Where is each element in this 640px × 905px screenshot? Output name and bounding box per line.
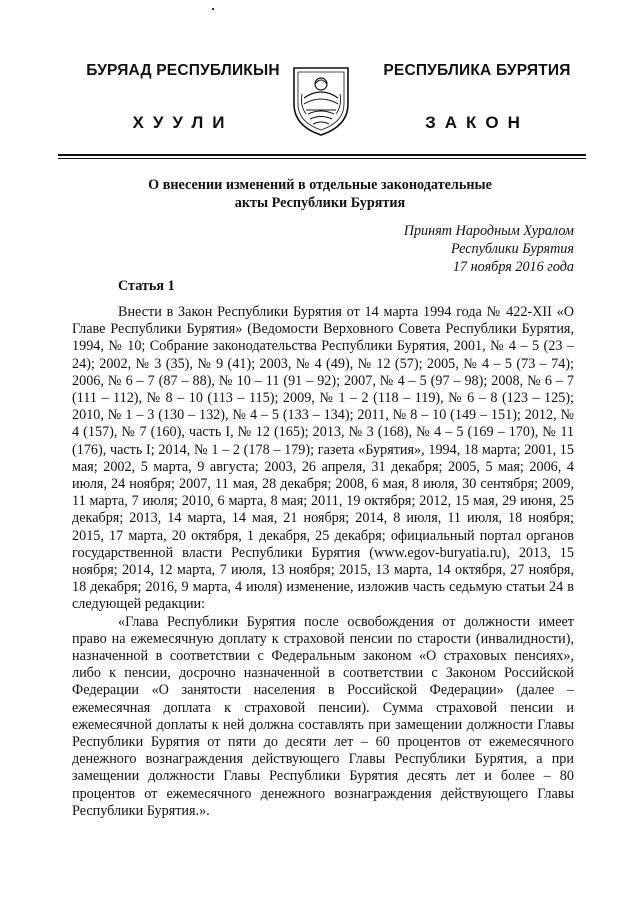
header-left-kind: ХУУЛИ <box>132 113 234 132</box>
scan-speck <box>212 8 214 10</box>
adoption-line1: Принят Народным Хуралом <box>403 223 574 239</box>
adoption-date: 17 ноября 2016 года <box>452 259 574 275</box>
header-left-title: БУРЯАД РЕСПУБЛИКЫН <box>86 62 280 79</box>
article-heading: Статья 1 <box>118 278 175 294</box>
law-title-line2: акты Республики Бурятия <box>234 195 406 211</box>
adoption-line2: Республики Бурятия <box>450 241 574 257</box>
header-left <box>76 62 290 133</box>
header-right-kind: ЗАКОН <box>425 113 529 132</box>
header-right <box>372 62 582 133</box>
article-body <box>72 304 574 820</box>
law-title <box>100 176 540 212</box>
header-rule-thick <box>58 154 586 156</box>
paragraph-new-text: «Глава Республики Бурятия после освобождения от должности имеет право на ежемесячную доплату к страховой пенсии по старости (инвалидности), назначенной в соответствии с Федеральным законом «О страховых пенсиях», либо к пенсии, досрочно назначенной в соответствии с Законом Российской Федерации «О занятости населения в Российской Федерации» (далее – ежемесячная доплата к страховой пенсии). Сумма страховой пенсии и ежемесячной доплаты к ней должна составлять при замещении должности Главы Республики Бурятия от пяти до десяти лет – 60 процентов от ежемесячного денежного вознаграждения действующего Главы Республики Бурятия, а при замещении должности Главы Республики Бурятия десять лет и более – 80 процентов от ежемесячного денежного вознаграждения действующего Главы Республики Бурятия.». <box>72 613 574 819</box>
paragraph-amendment: Внести в Закон Республики Бурятия от 14 марта 1994 года № 422-XII «О Главе Республики Бурятия» (Ведомости Верховного Совета Республики Бурятия, 1994, № 10; Собрание законодательства Республики Бурятия, 2001, № 4 – 5 (23 – 24); 2002, № 3 (35), № 9 (41); 2003, № 4 (49), № 12 (57); 2005, № 4 – 5 (73 – 74); 2006, № 6 – 7 (87 – 88), № 10 – 11 (91 – 92); 2007, № 4 – 5 (97 – 98); 2008, № 6 – 7 (111 – 112), № 8 – 10 (113 – 115); 2009, № 1 – 2 (118 – 119), № 6 – 8 (123 – 125); 2010, № 1 – 3 (130 – 132), № 4 – 5 (133 – 134); 2011, № 8 – 10 (149 – 151); 2012, № 4 (157), № 7 (160), часть I, № 12 (165); 2013, № 3 (168), № 4 – 5 (169 – 170), № 11 (176), часть I; 2014, № 1 – 2 (178 – 179); газета «Бурятия», 1994, 18 марта; 2001, 15 мая; 2002, 5 марта, 9 августа; 2003, 26 апреля, 31 декабря; 2005, 5 мая; 2006, 4 июля, 24 ноября; 2007, 11 мая, 28 декабря; 2008, 6 мая, 8 июля, 30 сентября; 2009, 11 марта, 7 июля; 2010, 6 марта, 8 мая; 2011, 19 октября; 2012, 15 мая, 29 июня, 25 декабря; 2013, 14 марта, 14 мая, 21 ноября; 2014, 8 июля, 11 июля, 18 ноября; 2015, 17 марта, 20 октября, 1 декабря, 25 декабря; официальный портал органов государственной власти Республики Бурятия (www.egov-buryatia.ru), 2013, 15 ноября; 2014, 12 марта, 7 июля, 13 ноября; 2015, 13 марта, 14 октября, 27 ноября, 18 декабря; 2016, 9 марта, 4 июля) изменение, изложив часть седьмую статьи 24 в следующей редакции: <box>72 304 574 613</box>
coat-of-arms-icon <box>290 64 352 138</box>
header-rule-thin <box>58 158 586 159</box>
header-right-title: РЕСПУБЛИКА БУРЯТИЯ <box>383 62 571 79</box>
adoption-note <box>330 222 574 276</box>
law-title-line1: О внесении изменений в отдельные законодательные <box>148 177 492 193</box>
